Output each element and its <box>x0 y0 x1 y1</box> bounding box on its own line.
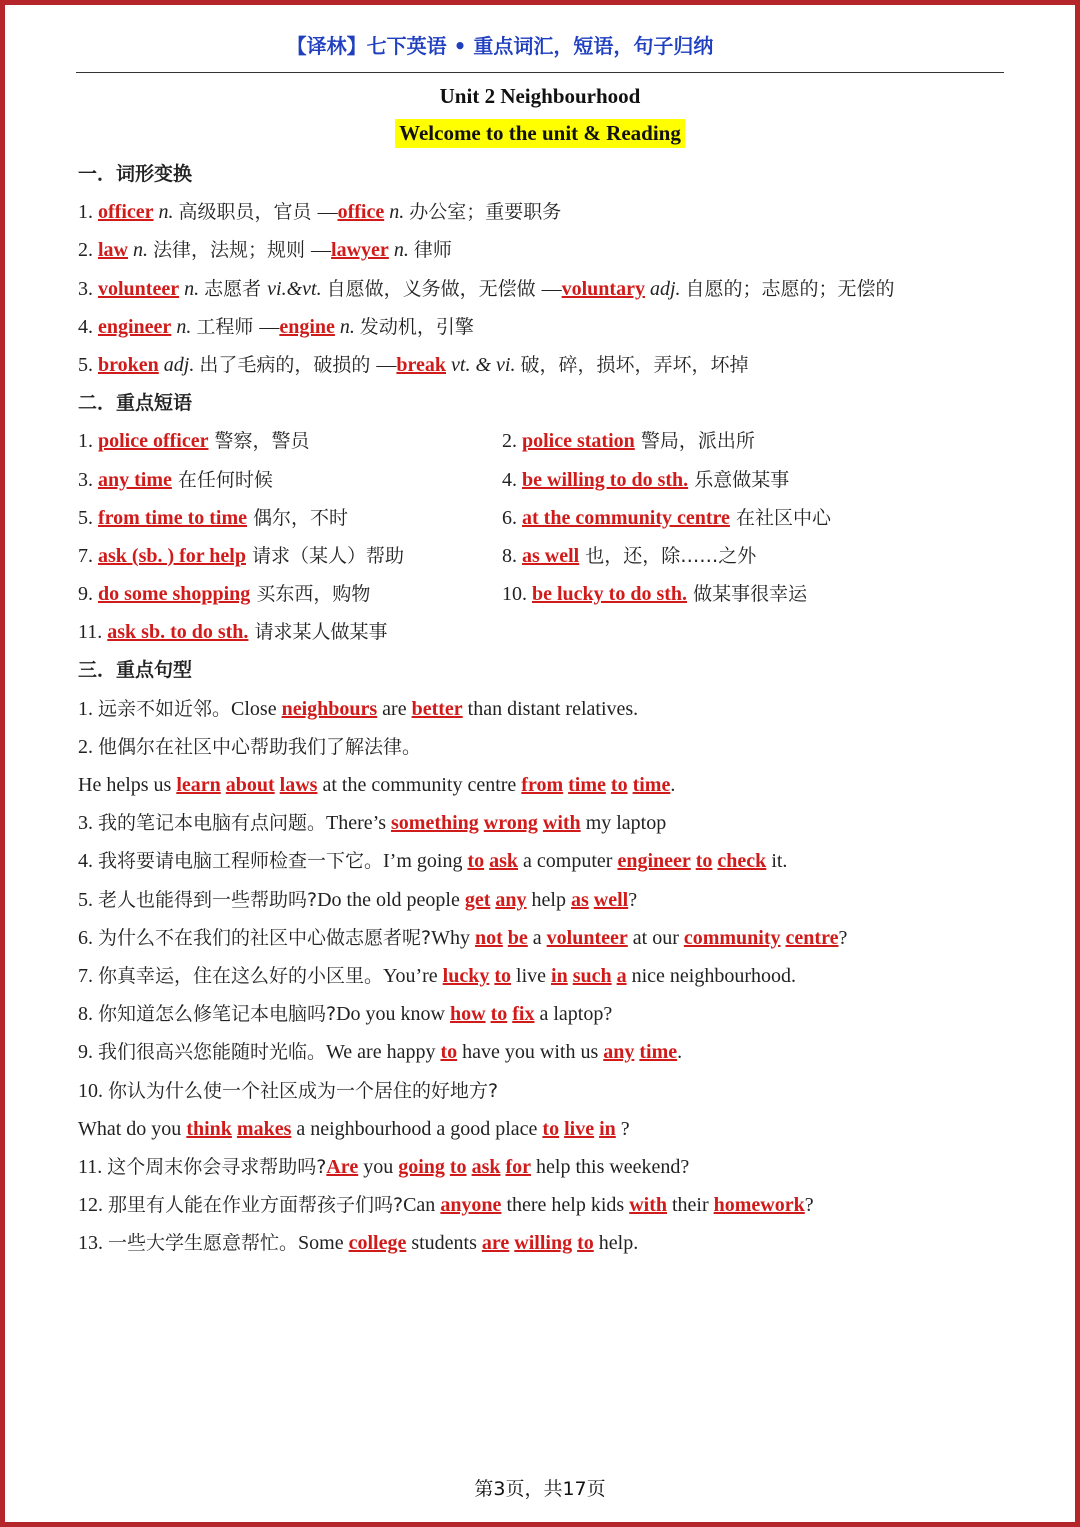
sentence-text: live <box>511 964 552 987</box>
part-of-speech: n. <box>128 239 153 262</box>
answer-keyword: to <box>542 1117 560 1140</box>
answer-keyword: in <box>599 1117 616 1140</box>
item-number: 3. <box>78 277 98 300</box>
item-number: 4. <box>502 468 522 491</box>
sentence-text: There’s <box>326 812 391 835</box>
answer-keyword: college <box>348 1232 407 1255</box>
answer-keyword: anyone <box>440 1194 502 1217</box>
item-number: 6. <box>502 506 522 529</box>
item-number: 7. <box>78 544 98 567</box>
word-form-item <box>78 347 1008 385</box>
phrase-item <box>502 538 1008 576</box>
answer-keyword: learn <box>176 774 221 796</box>
part-of-speech: adj. <box>158 353 200 376</box>
item-number: 2. <box>502 430 522 453</box>
phrase-keyword: any time <box>98 468 172 491</box>
answer-keyword: centre <box>785 926 839 949</box>
answer-keyword: be <box>507 926 528 949</box>
phrase-item <box>78 576 502 614</box>
dash: — <box>259 315 280 338</box>
sentence-line <box>78 805 1008 843</box>
dash: — <box>541 277 562 300</box>
chinese-prompt: 他偶尔在社区中心帮助我们了解法律。 <box>98 735 422 758</box>
sentence-text: at our <box>627 926 684 949</box>
section-heading-phrases: 二．重点短语 <box>78 392 193 415</box>
sentences-list <box>78 691 1008 1264</box>
answer-keyword: not <box>474 926 503 949</box>
part-of-speech: n. <box>388 239 414 262</box>
answer-keyword: time <box>632 774 671 796</box>
phrase-row <box>78 614 1008 652</box>
answer-keyword: to <box>695 850 713 873</box>
sentence-text: ? <box>628 888 638 911</box>
sentence-line <box>78 691 1008 729</box>
part-of-speech: n. <box>384 201 410 224</box>
answer-keyword: volunteer <box>546 926 628 949</box>
sentence-line <box>78 843 1008 881</box>
answer-keyword: to <box>610 774 628 796</box>
answer-keyword: with <box>542 812 581 835</box>
sentence-text: you <box>358 1155 399 1178</box>
chinese-prompt: 我的笔记本电脑有点问题。 <box>98 812 327 835</box>
meaning: 工程师 <box>196 315 260 338</box>
phrase-meaning: 偶尔，不时 <box>247 506 349 529</box>
sentence-text: my laptop <box>580 812 667 835</box>
phrase-meaning: 请求（某人）帮助 <box>246 544 405 567</box>
keyword: law <box>98 239 128 262</box>
part-of-speech: vt. & vi. <box>446 353 521 376</box>
phrase-item <box>502 462 1008 500</box>
document-body <box>78 156 1008 1263</box>
sentence-line <box>78 1149 1008 1187</box>
word-form-item <box>78 232 1008 270</box>
answer-keyword: from <box>521 774 564 796</box>
sentence-text: . <box>670 774 676 796</box>
answer-keyword: about <box>225 774 275 796</box>
chinese-prompt: 你知道怎么修笔记本电脑吗? <box>98 1003 337 1026</box>
sentence-text: ? <box>804 1194 814 1217</box>
phrase-row <box>78 423 1008 461</box>
answer-keyword: homework <box>713 1194 805 1217</box>
sentence-line <box>78 882 1008 920</box>
phrase-meaning: 做某事很幸运 <box>687 583 808 606</box>
sentence-text: 4. <box>78 850 98 873</box>
sentence-text: We are happy <box>326 1041 441 1064</box>
section-heading-word-forms: 一．词形变换 <box>78 163 193 185</box>
word-form-item <box>78 309 1008 347</box>
sentence-text: their <box>666 1194 714 1217</box>
sentence-text: 8. <box>78 1003 98 1026</box>
phrase-meaning: 请求某人做某事 <box>248 621 388 644</box>
sentence-text: than distant relatives. <box>462 697 639 720</box>
sentence-text: a <box>527 926 547 949</box>
sentence-text: are <box>377 697 412 720</box>
item-number: 1. <box>78 201 98 224</box>
answer-keyword: well <box>593 888 629 911</box>
keyword: break <box>396 353 447 376</box>
sentence-line <box>78 920 1008 958</box>
answer-keyword: fix <box>512 1003 535 1026</box>
chinese-prompt: 那里有人能在作业方面帮孩子们吗? <box>108 1194 404 1217</box>
answer-keyword: lucky <box>442 964 490 987</box>
answer-keyword: wrong <box>483 812 538 835</box>
page-number: 第3页，共17页 <box>474 1478 606 1500</box>
answer-keyword: better <box>411 697 463 720</box>
phrase-item <box>502 500 1008 538</box>
sentence-text: 5. <box>78 888 98 911</box>
answer-keyword: think <box>186 1117 232 1140</box>
answer-keyword: get <box>464 888 491 911</box>
sentence-text: 2. <box>78 735 98 758</box>
answer-keyword: to <box>449 1155 467 1178</box>
phrase-meaning: 在社区中心 <box>729 506 831 529</box>
meaning: 办公室；重要职务 <box>409 201 562 224</box>
phrases-list <box>78 423 1008 652</box>
sentence-text: ? <box>615 1117 630 1140</box>
meaning: 自愿的；志愿的；无偿的 <box>685 277 895 300</box>
answer-keyword: ask <box>471 1155 501 1178</box>
header-title: 【译林】七下英语 • 重点词汇，短语，句子归纳 <box>286 34 714 58</box>
answer-keyword: in <box>551 964 568 987</box>
sentence-text: have you with us <box>457 1041 604 1064</box>
answer-keyword: live <box>564 1117 595 1140</box>
sentence-text: 3. <box>78 812 98 835</box>
answer-keyword: any <box>603 1041 635 1064</box>
phrase-meaning: 乐意做某事 <box>688 468 790 491</box>
sentence-text: help <box>526 888 571 911</box>
chinese-prompt: 一些大学生愿意帮忙。 <box>108 1232 299 1255</box>
meaning: 破，碎，损坏，弄坏，坏掉 <box>520 353 749 376</box>
answer-keyword: to <box>490 1003 508 1026</box>
sentence-text: there help kids <box>501 1194 630 1217</box>
meaning: 出了毛病的，破损的 <box>199 353 377 376</box>
phrase-row <box>78 462 1008 500</box>
answer-keyword: to <box>494 964 512 987</box>
chinese-prompt: 你真幸运，住在这么好的小区里。 <box>98 964 384 987</box>
phrase-keyword: ask (sb. ) for help <box>98 544 246 567</box>
sentence-text: What do you <box>78 1117 187 1140</box>
sentence-text: 10. <box>78 1079 108 1102</box>
dash: — <box>311 239 332 262</box>
unit-title: Unit 2 Neighbourhood <box>439 84 641 108</box>
dash: — <box>317 201 338 224</box>
part-of-speech: n. <box>153 201 179 224</box>
sentence-line <box>78 729 1008 767</box>
phrase-keyword: do some shopping <box>98 583 251 606</box>
sentence-text: help. <box>593 1232 639 1255</box>
phrase-meaning: 在任何时候 <box>171 468 273 491</box>
answer-keyword: for <box>505 1155 532 1178</box>
answer-keyword: neighbours <box>281 697 378 720</box>
answer-keyword: something <box>391 812 479 835</box>
chinese-prompt: 我们很高兴您能随时光临。 <box>98 1041 327 1064</box>
phrase-keyword: as well <box>522 544 580 567</box>
sentence-text: Do you know <box>336 1003 450 1026</box>
meaning: 法律，法规；规则 <box>153 239 312 262</box>
sentence-text: 1. <box>78 697 98 720</box>
keyword: lawyer <box>331 239 389 262</box>
phrase-item <box>502 423 1008 461</box>
chinese-prompt: 为什么不在我们的社区中心做志愿者呢? <box>98 926 432 949</box>
chinese-prompt: 我将要请电脑工程师检查一下它。 <box>98 850 384 873</box>
sentence-line <box>78 1073 1008 1111</box>
chinese-prompt: 远亲不如近邻。 <box>98 697 232 720</box>
item-number: 11. <box>78 621 108 644</box>
part-of-speech: adj. <box>644 277 686 300</box>
phrase-keyword: at the community centre <box>522 506 730 529</box>
meaning: 律师 <box>413 239 452 262</box>
sentence-text: 7. <box>78 964 98 987</box>
answer-keyword: makes <box>236 1117 292 1140</box>
item-number: 3. <box>78 468 98 491</box>
meaning: 发动机，引擎 <box>359 315 474 338</box>
answer-keyword: time <box>639 1041 678 1064</box>
answer-keyword: to <box>440 1041 458 1064</box>
sentence-text: I’m going <box>383 850 468 873</box>
answer-keyword: engineer <box>617 850 691 873</box>
chinese-prompt: 你认为什么使一个社区成为一个居住的好地方? <box>108 1079 499 1102</box>
sentence-text: Can <box>403 1194 441 1217</box>
phrase-item <box>78 500 502 538</box>
sentence-text: Close <box>231 697 282 720</box>
phrase-item <box>78 423 502 461</box>
sentence-text: Why <box>431 926 475 949</box>
sentence-text: 12. <box>78 1194 108 1217</box>
answer-keyword: to <box>577 1232 594 1255</box>
phrase-item <box>78 614 502 652</box>
answer-keyword: such <box>572 964 612 987</box>
answer-keyword: check <box>717 850 767 873</box>
phrase-keyword: police station <box>522 430 635 453</box>
keyword: engine <box>279 315 335 338</box>
sentence-text: He helps us <box>78 774 177 796</box>
keyword: volunteer <box>98 277 180 300</box>
unit-subtitle: Welcome to the unit & Reading <box>395 119 685 148</box>
chinese-prompt: 这个周末你会寻求帮助吗? <box>107 1155 327 1178</box>
sentence-text: nice neighbourhood. <box>626 964 797 987</box>
keyword: office <box>337 201 385 224</box>
chinese-prompt: 老人也能得到一些帮助吗? <box>98 888 318 911</box>
item-number: 4. <box>78 315 98 338</box>
sentence-text: . <box>677 1041 683 1064</box>
item-number: 10. <box>502 583 532 606</box>
meaning: 自愿做，义务做，无偿做 <box>326 277 542 300</box>
sentence-text: 11. <box>78 1155 108 1178</box>
answer-keyword: are <box>481 1232 510 1255</box>
sentence-text: a neighbourhood a good place <box>291 1117 543 1140</box>
word-form-item <box>78 271 1008 309</box>
answer-keyword: with <box>629 1194 667 1217</box>
item-number: 8. <box>502 544 522 567</box>
part-of-speech: n. <box>334 315 360 338</box>
part-of-speech: n. <box>179 277 205 300</box>
sentence-text: it. <box>766 850 788 873</box>
meaning: 高级职员，官员 <box>178 201 318 224</box>
answer-keyword: going <box>398 1155 445 1178</box>
keyword: voluntary <box>561 277 645 300</box>
sentence-line <box>78 1111 1008 1149</box>
phrase-meaning: 警察，警员 <box>208 430 310 453</box>
answer-keyword: laws <box>279 774 318 796</box>
sentence-text: Some <box>298 1232 349 1255</box>
item-number: 5. <box>78 506 98 529</box>
answer-keyword: as <box>570 888 589 911</box>
part-of-speech: n. <box>171 315 197 338</box>
phrase-keyword: be lucky to do sth. <box>532 583 688 606</box>
keyword: broken <box>98 353 159 376</box>
sentence-line <box>78 1187 1008 1225</box>
sentence-line <box>78 767 1008 805</box>
phrase-row <box>78 500 1008 538</box>
word-form-item <box>78 194 1008 232</box>
section-heading-sentences: 三．重点句型 <box>78 659 193 682</box>
sentence-text: You’re <box>383 964 443 987</box>
word-forms-list <box>78 194 1008 385</box>
sentence-text: Do the old people <box>317 888 465 911</box>
answer-keyword: ask <box>489 850 519 873</box>
header-divider <box>76 72 1004 73</box>
phrase-item <box>78 462 502 500</box>
sentence-line <box>78 1034 1008 1072</box>
answer-keyword: a <box>616 964 627 987</box>
item-number: 2. <box>78 239 98 262</box>
dash: — <box>376 353 397 376</box>
answer-keyword: how <box>449 1003 486 1026</box>
phrase-row <box>78 576 1008 614</box>
keyword: officer <box>98 201 154 224</box>
answer-keyword: to <box>467 850 485 873</box>
answer-keyword: Are <box>326 1155 359 1178</box>
phrase-item <box>78 538 502 576</box>
phrase-meaning: 买东西，购物 <box>250 583 371 606</box>
sentence-line <box>78 1225 1008 1263</box>
sentence-text: students <box>406 1232 482 1255</box>
answer-keyword: any <box>495 888 527 911</box>
keyword: engineer <box>98 315 172 338</box>
phrase-keyword: police officer <box>98 430 209 453</box>
item-number: 9. <box>78 583 98 606</box>
sentence-text: 6. <box>78 926 98 949</box>
phrase-meaning: 警局，派出所 <box>634 430 755 453</box>
sentence-text: help this weekend? <box>531 1155 690 1178</box>
phrase-keyword: ask sb. to do sth. <box>107 621 249 644</box>
sentence-text: a computer <box>518 850 618 873</box>
sentence-text: ? <box>838 926 848 949</box>
sentence-text: at the community centre <box>317 774 522 796</box>
phrase-keyword: be willing to do sth. <box>522 468 689 491</box>
meaning: 志愿者 <box>204 277 268 300</box>
item-number: 1. <box>78 430 98 453</box>
part-of-speech: vi.&vt. <box>267 277 327 300</box>
answer-keyword: time <box>568 774 606 796</box>
sentence-text: a laptop? <box>534 1003 613 1026</box>
answer-keyword: willing <box>514 1232 573 1255</box>
phrase-keyword: from time to time <box>98 506 248 529</box>
answer-keyword: community <box>683 926 781 949</box>
item-number: 5. <box>78 353 98 376</box>
sentence-line <box>78 996 1008 1034</box>
sentence-text: 9. <box>78 1041 98 1064</box>
sentence-line <box>78 958 1008 996</box>
phrase-item <box>502 576 1008 614</box>
sentence-text: 13. <box>78 1232 108 1255</box>
phrase-meaning: 也，还，除……之外 <box>579 544 757 567</box>
phrase-row <box>78 538 1008 576</box>
